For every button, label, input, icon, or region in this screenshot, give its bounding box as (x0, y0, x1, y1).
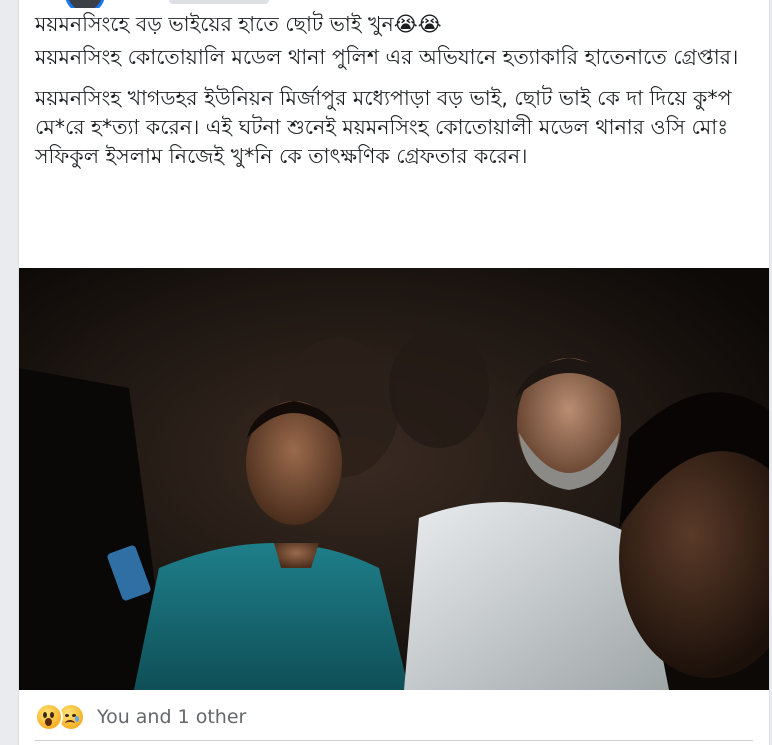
post-photo[interactable] (19, 268, 769, 690)
post-card (18, 0, 770, 745)
author-avatar[interactable] (65, 0, 105, 8)
post-header (19, 0, 769, 8)
teal-shirt (134, 543, 409, 690)
background-figure (389, 328, 489, 448)
author-name[interactable] (169, 0, 269, 4)
post-paragraph-2: ময়মনসিংহ খাগডহর ইউনিয়ন মির্জাপুর মধ্যেপাড়া বড় ভাই, ছোট ভাই কে দা দিয়ে কু*প মে*রে হ*ত্যা করেন। এই ঘটনা শুনেই ময়মনসিংহ কোতোয়ালী মডেল থানার ওসি মোঃ সফিকুল ইসলাম নিজেই খু*নি কে তাৎক্ষণিক গ্রেফতার করেন। (35, 86, 732, 168)
post-text (35, 10, 755, 183)
wow-icon[interactable] (35, 703, 63, 731)
divider (35, 740, 753, 741)
photo-scene (19, 268, 769, 690)
reaction-bar[interactable] (35, 702, 246, 732)
post-paragraph-1: ময়মনসিংহ কোতোয়ালি মডেল থানা পুলিশ এর অভিযানে হত্যাকারি হাতেনাতে গ্রেপ্তার। (35, 45, 739, 69)
post-headline: ময়মনসিংহে বড় ভাইয়ের হাতে ছোট ভাই খুন😭😭 (35, 12, 442, 36)
reaction-summary[interactable]: You and 1 other (97, 706, 247, 728)
